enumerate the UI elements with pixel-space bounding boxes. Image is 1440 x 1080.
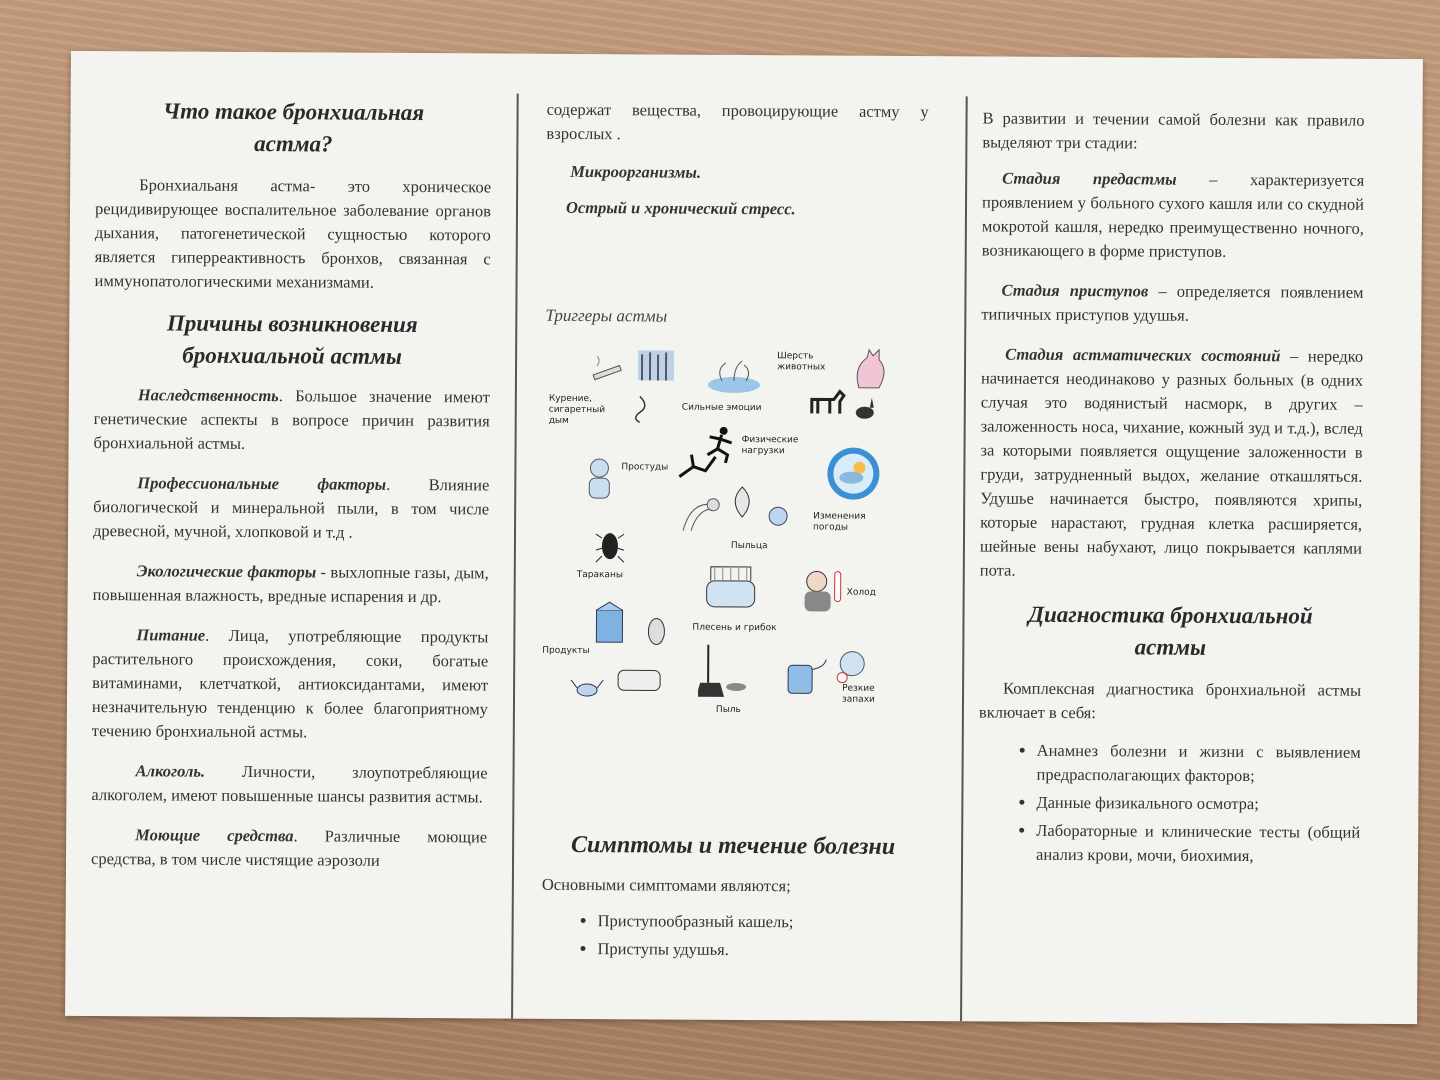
label-pollen: Пыльца [730,540,768,552]
cold-person-icon [799,567,845,615]
milk-carton-icon [592,600,626,644]
cause-professional [93,471,489,545]
cause-text: . Лица, употребляющие продукты растительного происхождения, соки, богатые витаминами, клетчаткой, антиоксидантами, имеют незначительную тенденцию к более благоприятному течению бронхиальной астмы. [91,625,489,742]
stage-pre-asthma [982,166,1365,264]
stage-text: – характеризуется проявлением у больного сухого кашля или со скудной мокротой кашля, нередко преимущественно ночного, возникающего в форме приступов. [981,169,1365,261]
stage-term: Стадия астматических состояний [1005,344,1281,366]
cause-term: Алкоголь. [135,761,206,781]
crab-icon [570,674,604,700]
peanut-icon [646,616,666,646]
cause-text: . Большое значение имеют генетические аспекты в вопросе причин развития бронхиальной астмы. [93,386,490,453]
flower-icon [675,495,725,535]
stage-text: – определяется появлением типичных приступов удушья. [981,281,1364,325]
title-causes: Причины возникновения бронхиальной астмы [166,310,418,369]
pollen-grain-icon [765,503,791,529]
symptoms-list [541,909,923,963]
stage-text: – нередко начинается неодинаково у разных больных (в одних случая это водянистый насморк, в других – заложенность носа, чихание, кожный зуд и т.д.), вслед за которыми появляется ощущение заложенности в груди, затрудненный выдох, желание откашляться. Удушье начинается быстро, появляются хрипы, которые нарастают, грудная клетка расширяется, шейные вены набухают, лицо покрывается каплями пота. [979,346,1364,580]
column-divider-right [960,96,968,1021]
label-weather: Изменения погоды [813,511,866,533]
cause-detergents [91,823,487,873]
stages-intro: В развитии и течении самой болезни как правило выделяют три стадии: [982,108,1365,153]
cause-nutrition [92,623,489,745]
bathtub-icon [701,561,761,615]
cause-text: Личности, злоупотребляющие алкоголем, имеют повышенные шансы развития астмы. [91,761,488,807]
definition-paragraph: Бронхиальаня астма- это хроническое рецидивирующее воспалительное заболевание органов дыхания, патогенетической сущностью которого является гиперреактивность бронхов, связанная с иммунопатологическими механизмами. [94,175,492,292]
broom-icon [698,643,748,699]
cat-icon [849,348,889,392]
microorganisms: Микроорганизмы. [570,161,702,182]
diagnostics-intro: Комплексная диагностика бронхиальной астмы включает в себя: [978,678,1362,723]
stage-term: Стадия предастмы [1002,168,1177,189]
leaf-icon [727,485,757,519]
label-pets: Шерсть животных [777,351,826,373]
bread-icon [614,662,664,696]
label-emotions: Сильные эмоции [681,402,762,414]
cause-term: Профессиональные факторы [137,473,387,494]
symptoms-section [541,829,924,967]
column-middle [545,98,928,330]
spray-bottle-icon [782,649,832,699]
brochure-sheet [65,51,1423,1024]
weather-icon [825,445,881,501]
label-dust: Пыль [715,704,741,715]
cause-term: Моющие средства [135,825,294,846]
cause-text: - выхлопные газы, дым, повышенная влажность, вредные испарения и др. [92,562,489,607]
title-what-is-asthma: Что такое бронхиальная астма? [162,98,425,157]
cause-ecological [93,559,489,609]
cause-term: Питание [136,625,206,645]
scent-cloud-icon [832,646,872,686]
cause-term: Экологические факторы [136,561,317,582]
title-diagnostics: Диагностика бронхиальной астмы [1028,601,1313,660]
list-item: • Лабораторные и клинические тесты (общий анализ крови, мочи, биохимия, [1036,819,1360,869]
cause-text: . Влияние биологической и минеральной пыли, в том числе древесной, мучной, хлопковой и т.д . [92,474,490,542]
list-item: • Данные физикального осмотра; [1036,791,1360,817]
label-food: Продукты [542,645,590,657]
cockroach-icon [595,526,625,564]
cause-heredity [93,383,489,457]
list-item: • Приступы удушья. [597,937,923,963]
column-divider-left [511,94,519,1019]
emotions-icon [704,355,764,395]
label-mold: Плесень и грибок [692,622,777,634]
figure-caption: Триггеры астмы [545,305,668,326]
stage-attacks [981,278,1363,328]
title-symptoms: Симптомы и течение болезни [571,831,896,860]
stage-status-asthmaticus [980,342,1363,584]
cause-alcohol [91,759,487,809]
smoke-icon [636,346,676,382]
lung-swirl-icon [628,394,652,424]
label-cold: Холод [846,587,876,598]
label-exercise: Физические нагрузки [741,434,799,457]
runner-legs-icon [675,451,721,481]
cause-term: Наследственность [137,385,279,406]
list-item: • Приступообразный кашель; [598,909,924,935]
symptoms-intro: Основными симптомами являются; [541,874,791,896]
rabbit-icon [852,396,878,420]
dog-icon [806,385,846,417]
label-cockroaches: Тараканы [576,569,623,581]
list-item: • Анамнез болезни и жизни с выявлением предрасполагающих факторов; [1036,739,1360,789]
stress: Острый и хронический стресс. [565,197,796,219]
detergents-continuation: содержат вещества, провоцирующие астму у взрослых . [546,99,929,144]
stage-term: Стадия приступов [1001,280,1149,301]
asthma-triggers-figure [542,344,924,726]
column-right [978,106,1365,872]
label-odors: Резкие запахи [841,683,875,705]
diagnostics-list [978,738,1361,868]
cigarette-icon [589,354,625,382]
column-left [91,95,492,873]
label-colds: Простуды [621,462,669,473]
cause-text: . Различные моющие средства, в том числе чистящие аэрозоли [90,826,488,870]
label-smoking: Курение, сигаретный дым [548,393,606,426]
sick-child-icon [581,456,617,500]
